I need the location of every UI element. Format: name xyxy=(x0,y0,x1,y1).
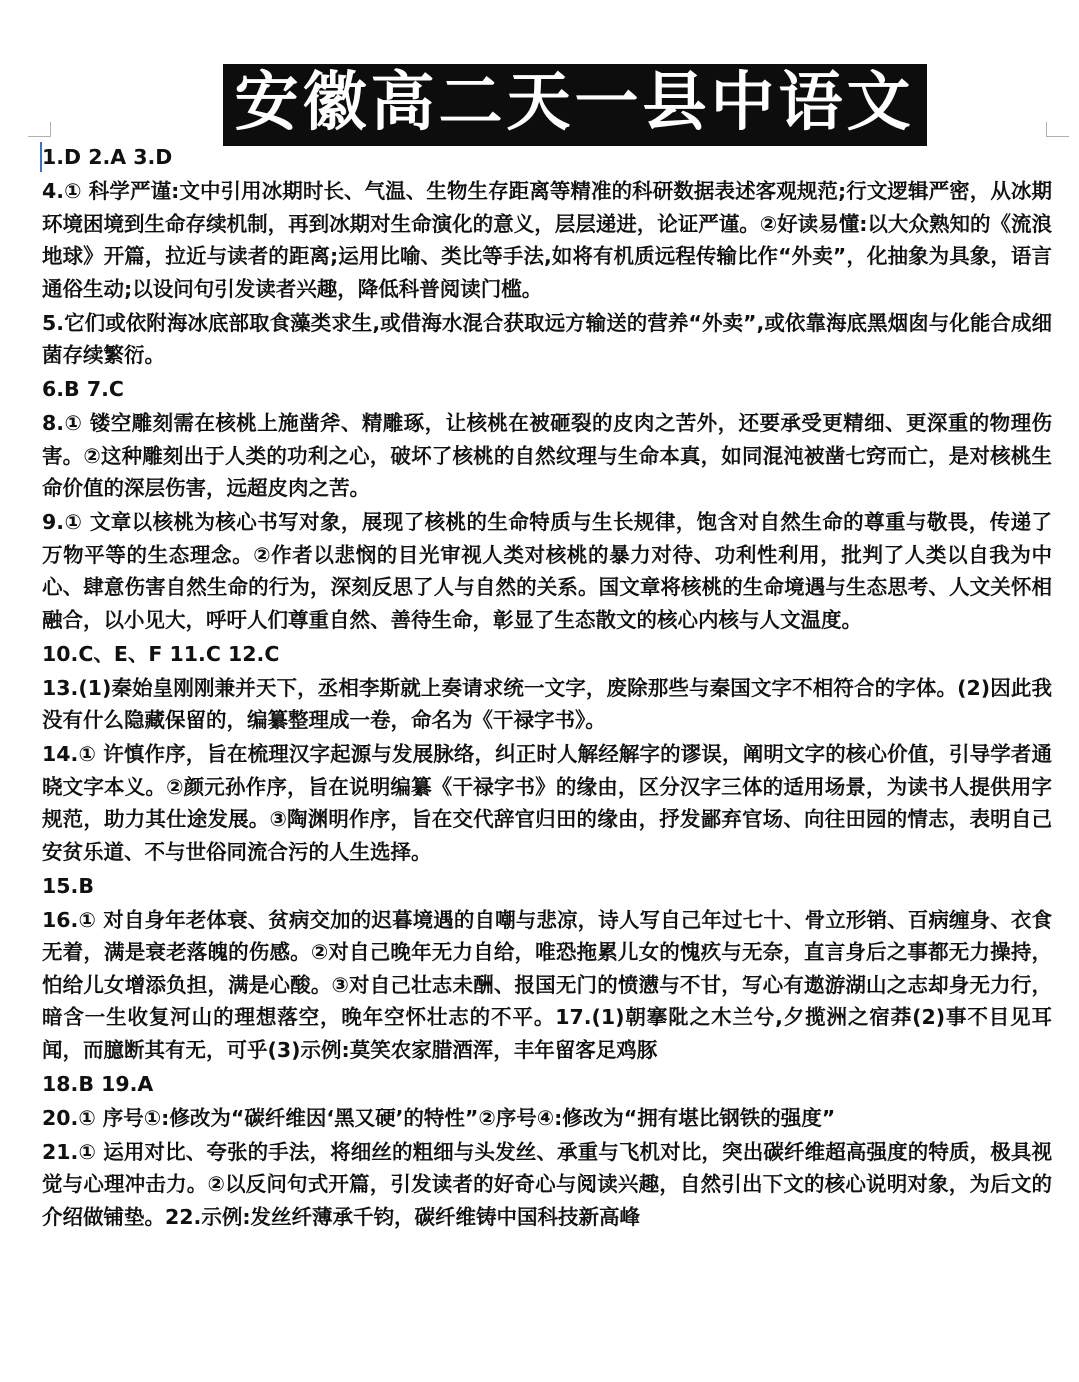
answer-body[interactable] xyxy=(42,141,1052,1235)
answer-line-1-3: 1.D 2.A 3.D xyxy=(42,145,173,169)
answer-13: 13.(1)秦始皇刚刚兼并天下，丞相李斯就上奏请求统一文字，废除那些与秦国文字不相符合的字体。(2)因此我没有什么隐藏保留的，编纂整理成一卷，命名为《干禄字书》。 xyxy=(42,675,1052,732)
answer-line-18-19: 18.B 19.A xyxy=(42,1071,154,1096)
answer-5: 5.它们或依附海冰底部取食藻类求生,或借海水混合获取远方输送的营养“外卖”,或依靠海底黑烟囱与化能合成细菌存续繁衍。 xyxy=(42,310,1052,367)
answer-line-10-12: 10.C、E、F 11.C 12.C xyxy=(42,641,280,666)
answer-4: 4.① 科学严谨:文中引用冰期时长、气温、生物生存距离等精准的科研数据表述客观规范;行文逻辑严密，从冰期环境困境到生命存续机制，再到冰期对生命演化的意义，层层递进，论证严谨。②好读易懂:以大众熟知的《流浪地球》开篇，拉近与读者的距离;运用比喻、类比等手法,如将有机质远程传输比作“外卖”，化抽象为具象，语言通俗生动;以设问句引发读者兴趣，降低科普阅读门槛。 xyxy=(42,179,1052,301)
answer-14: 14.① 许慎作序，旨在梳理汉字起源与发展脉络，纠正时人解经解字的谬误，阐明文字的核心价值，引导学者通晓文字本义。②颜元孙作序，旨在说明编纂《干禄字书》的缘由，区分汉字三体的适用场景，为读书人提供用字规范，助力其仕途发展。③陶渊明作序，旨在交代辞官归田的缘由，抒发鄙弃官场、向往田园的情志，表明自己安贫乐道、不与世俗同流合污的人生选择。 xyxy=(42,742,1052,864)
answer-21-22: 21.① 运用对比、夸张的手法，将细丝的粗细与头发丝、承重与飞机对比，突出碳纤维超高强度的特质，极具视觉与心理冲击力。②以反问句式开篇，引发读者的好奇心与阅读兴趣，自然引出下文的核心说明对象，为后文的介绍做铺垫。22.示例:发丝纤薄承千钧，碳纤维铸中国科技新高峰 xyxy=(42,1139,1052,1229)
answer-8: 8.① 镂空雕刻需在核桃上施凿斧、精雕琢，让核桃在被砸裂的皮肉之苦外，还要承受更精细、更深重的物理伤害。②这种雕刻出于人类的功利之心，破坏了核桃的自然纹理与生命本真，如同混沌被凿七窍而亡，是对核桃生命价值的深层伤害，远超皮肉之苦。 xyxy=(42,411,1052,500)
answer-20: 20.① 序号①:修改为“碳纤维因‘黑又硬’的特性”②序号④:修改为“拥有堪比钢铁的强度” xyxy=(42,1105,836,1130)
answer-16-17: 16.① 对自身年老体衰、贫病交加的迟暮境遇的自嘲与悲凉，诗人写自己年过七十、骨立形销、百病缠身、衣食无着，满是衰老落魄的伤感。②对自己晚年无力自给，唯恐拖累儿女的愧疚与无奈，直言身后之事都无力操持，怕给儿女增添负担，满是心酸。③对自己壮志未酬、报国无门的愤懑与不甘，写心有遨游湖山之志却身无力行，暗含一生收复河山的理想落空，晚年空怀壮志的不平。17.(1)朝搴阰之木兰兮,夕揽洲之宿莽(2)事不目见耳闻，而臆断其有无，可乎(3)示例:莫笑农家腊酒浑，丰年留客足鸡豚 xyxy=(42,907,1052,1062)
title-area xyxy=(0,64,1079,146)
document-title: 安徽高二天一县中语文 xyxy=(223,64,927,146)
answer-line-6-7: 6.B 7.C xyxy=(42,377,124,401)
answer-15: 15.B xyxy=(42,873,94,898)
answer-9: 9.① 文章以核桃为核心书写对象，展现了核桃的生命特质与生长规律，饱含对自然生命的尊重与敬畏，传递了万物平等的生态理念。②作者以悲悯的目光审视人类对核桃的暴力对待、功利性利用，批判了人类以自我为中心、肆意伤害自然生命的行为，深刻反思了人与自然的关系。国文章将核桃的生命境遇与生态思考、人文关怀相融合，以小见大，呼吁人们尊重自然、善待生命，彰显了生态散文的核心内核与人文温度。 xyxy=(42,510,1052,632)
